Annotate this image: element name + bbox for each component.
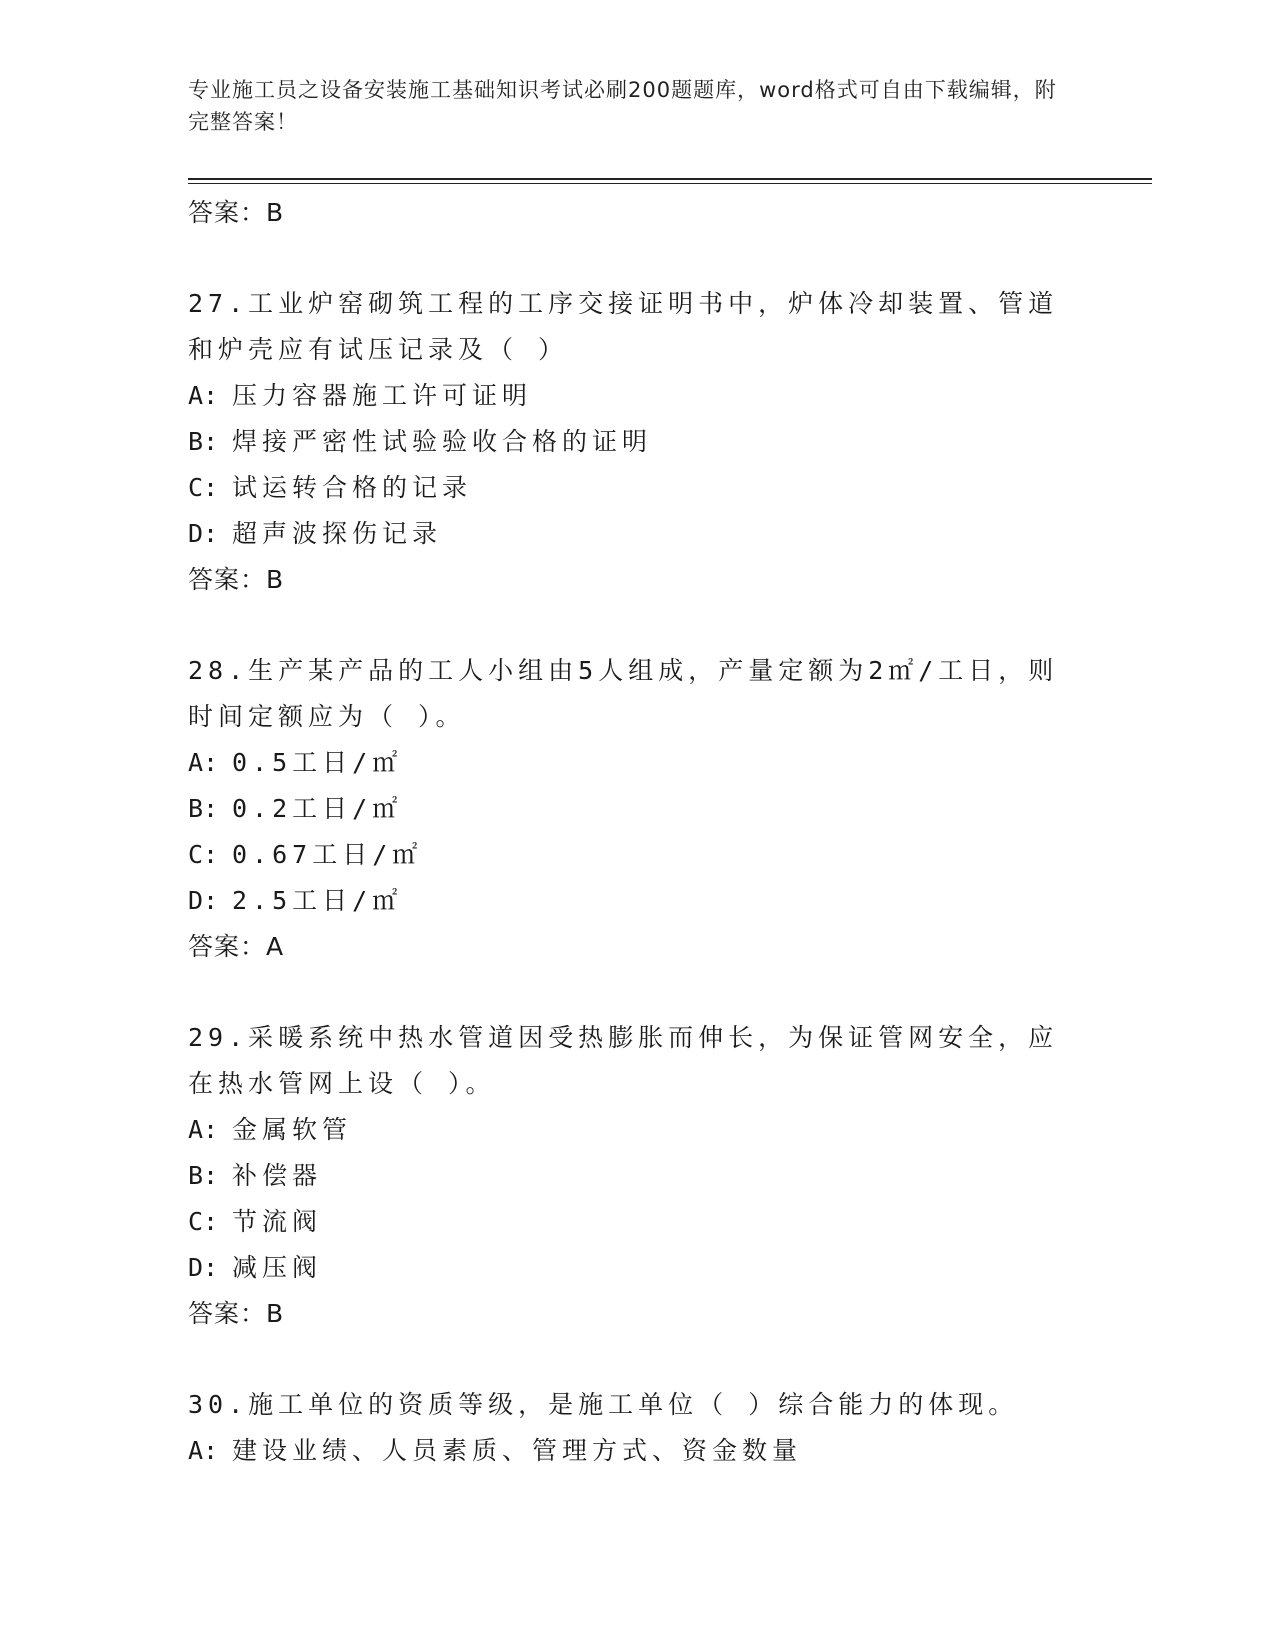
answer-line: 答案：B [188, 198, 285, 227]
option-b [188, 1153, 1088, 1199]
option-key: D: [188, 519, 219, 548]
option-d [188, 1245, 1088, 1291]
option-b [188, 786, 1088, 832]
option-a [188, 373, 1088, 419]
question-29 [188, 1015, 1088, 1337]
option-d [188, 878, 1088, 924]
option-key: A: [188, 381, 219, 410]
question-text: 30.施工单位的资质等级，是施工单位（ ）综合能力的体现。 [188, 1390, 1019, 1419]
option-c [188, 1199, 1088, 1245]
option-c [188, 465, 1088, 511]
option-a [188, 1428, 1088, 1474]
question-text: 29.采暖系统中热水管道因受热膨胀而伸长，为保证管网安全，应在热水管网上设（ ）。 [188, 1023, 1059, 1098]
option-text: 2.5工日/㎡ [232, 886, 403, 915]
option-text: 焊接严密性试验验收合格的证明 [232, 427, 653, 456]
option-text: 0.2工日/㎡ [232, 794, 403, 823]
option-key: C: [188, 473, 219, 502]
document-body [188, 190, 1088, 1474]
header-divider-thin [188, 183, 1152, 184]
question-28 [188, 648, 1088, 970]
option-text: 补偿器 [232, 1161, 323, 1190]
option-b [188, 419, 1088, 465]
option-text: 金属软管 [232, 1115, 353, 1144]
option-key: A: [188, 1436, 219, 1465]
option-key: D: [188, 1253, 219, 1282]
document-header: 专业施工员之设备安装施工基础知识考试必刷200题题库，word格式可自由下载编辑，附完整答案！ [188, 78, 1057, 134]
option-text: 节流阀 [232, 1207, 323, 1236]
option-text: 试运转合格的记录 [232, 473, 473, 502]
header-divider-thick [188, 178, 1152, 180]
option-d [188, 511, 1088, 557]
option-text: 0.67工日/㎡ [232, 840, 423, 869]
option-text: 压力容器施工许可证明 [232, 381, 533, 410]
question-30 [188, 1382, 1088, 1474]
answer-line: 答案：B [188, 565, 285, 594]
option-key: B: [188, 794, 219, 823]
option-text: 0.5工日/㎡ [232, 748, 403, 777]
option-text: 减压阀 [232, 1253, 323, 1282]
option-key: C: [188, 840, 219, 869]
option-key: C: [188, 1207, 219, 1236]
question-text: 27.工业炉窑砌筑工程的工序交接证明书中，炉体冷却装置、管道和炉壳应有试压记录及（ ） [188, 289, 1059, 364]
option-key: A: [188, 748, 219, 777]
option-text: 超声波探伤记录 [232, 519, 443, 548]
option-key: A: [188, 1115, 219, 1144]
question-27 [188, 281, 1088, 603]
option-key: B: [188, 427, 219, 456]
option-c [188, 832, 1088, 878]
option-text: 建设业绩、人员素质、管理方式、资金数量 [232, 1436, 803, 1465]
option-a [188, 1107, 1088, 1153]
option-key: B: [188, 1161, 219, 1190]
question-text: 28.生产某产品的工人小组由5人组成，产量定额为2㎡/工日，则时间定额应为（ ）。 [188, 656, 1059, 731]
option-a [188, 740, 1088, 786]
option-key: D: [188, 886, 219, 915]
answer-line: 答案：A [188, 932, 285, 961]
answer-line: 答案：B [188, 1299, 285, 1328]
